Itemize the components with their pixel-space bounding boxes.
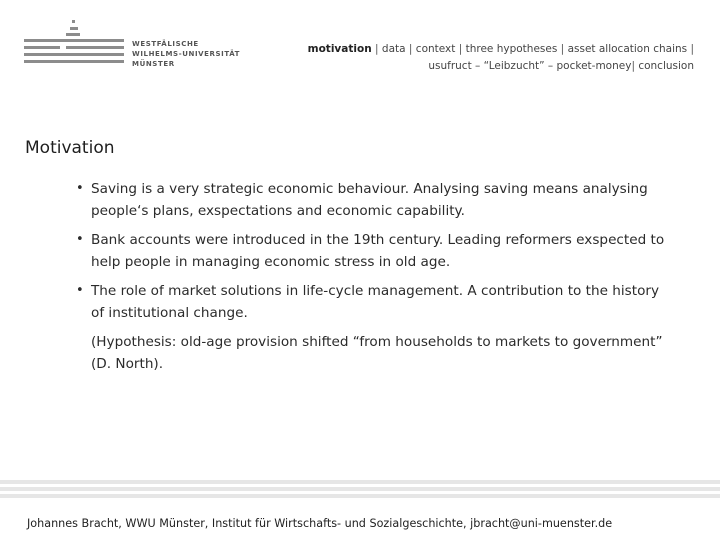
bullet-dot-icon: • — [76, 181, 84, 196]
nav-item-context[interactable]: context — [415, 43, 456, 55]
nav-separator: | — [408, 43, 413, 55]
section-navigation — [294, 41, 694, 75]
bullet-item — [74, 280, 674, 324]
nav-item-motivation[interactable]: motivation — [307, 43, 372, 55]
university-name-line-1: WESTFÄLISCHE — [132, 40, 199, 48]
hypothesis-note: (Hypothesis: old-age provision shifted “from households to markets to government” (D. North). — [91, 334, 663, 372]
slide-title: Motivation — [25, 138, 115, 158]
nav-item-three-hypotheses[interactable]: three hypotheses — [465, 43, 558, 55]
university-logo — [24, 18, 239, 73]
footer-divider-bar — [0, 494, 720, 498]
footer-divider-bar — [0, 480, 720, 484]
nav-item-data[interactable]: data — [381, 43, 406, 55]
bullet-dot-icon: • — [76, 283, 84, 298]
bullet-text: Bank accounts were introduced in the 19th century. Leading reformers exspected to help people in managing economic stress in old age. — [91, 232, 665, 270]
university-name-line-3: MÜNSTER — [132, 60, 175, 68]
footer-divider-bar — [0, 487, 720, 491]
footer-divider — [0, 480, 720, 498]
bullet-list — [74, 178, 674, 375]
university-name-line-2: WILHELMS-UNIVERSITÄT — [132, 50, 241, 58]
nav-item-conclusion[interactable]: conclusion — [638, 60, 694, 72]
section-navigation-line-2 — [294, 58, 694, 75]
section-navigation-line-1 — [294, 41, 694, 58]
university-logo-graphic — [24, 18, 124, 73]
footer-text: Johannes Bracht, WWU Münster, Institut für Wirtschafts- und Sozialgeschichte, jbracht@uni-muenster.de — [27, 517, 613, 530]
bullet-item — [74, 229, 674, 273]
university-name — [132, 39, 240, 69]
nav-separator: | — [375, 43, 379, 55]
bullet-dot-icon: • — [76, 232, 84, 247]
nav-item-asset-allocation-chains[interactable]: asset allocation chains — [567, 43, 688, 55]
nav-separator: | — [560, 43, 565, 55]
nav-separator: | — [690, 43, 694, 55]
bullet-item — [74, 178, 674, 222]
bullet-text: Saving is a very strategic economic behaviour. Analysing saving means analysing people‘s plans, exspectations and economic capability. — [91, 181, 648, 219]
nav-separator: | — [458, 43, 463, 55]
nav-item-usufruct[interactable]: usufruct – “Leibzucht” – pocket-money — [428, 60, 632, 72]
bullet-text: The role of market solutions in life-cycle management. A contribution to the history of institutional change. — [91, 283, 660, 321]
nav-separator: | — [631, 60, 635, 72]
